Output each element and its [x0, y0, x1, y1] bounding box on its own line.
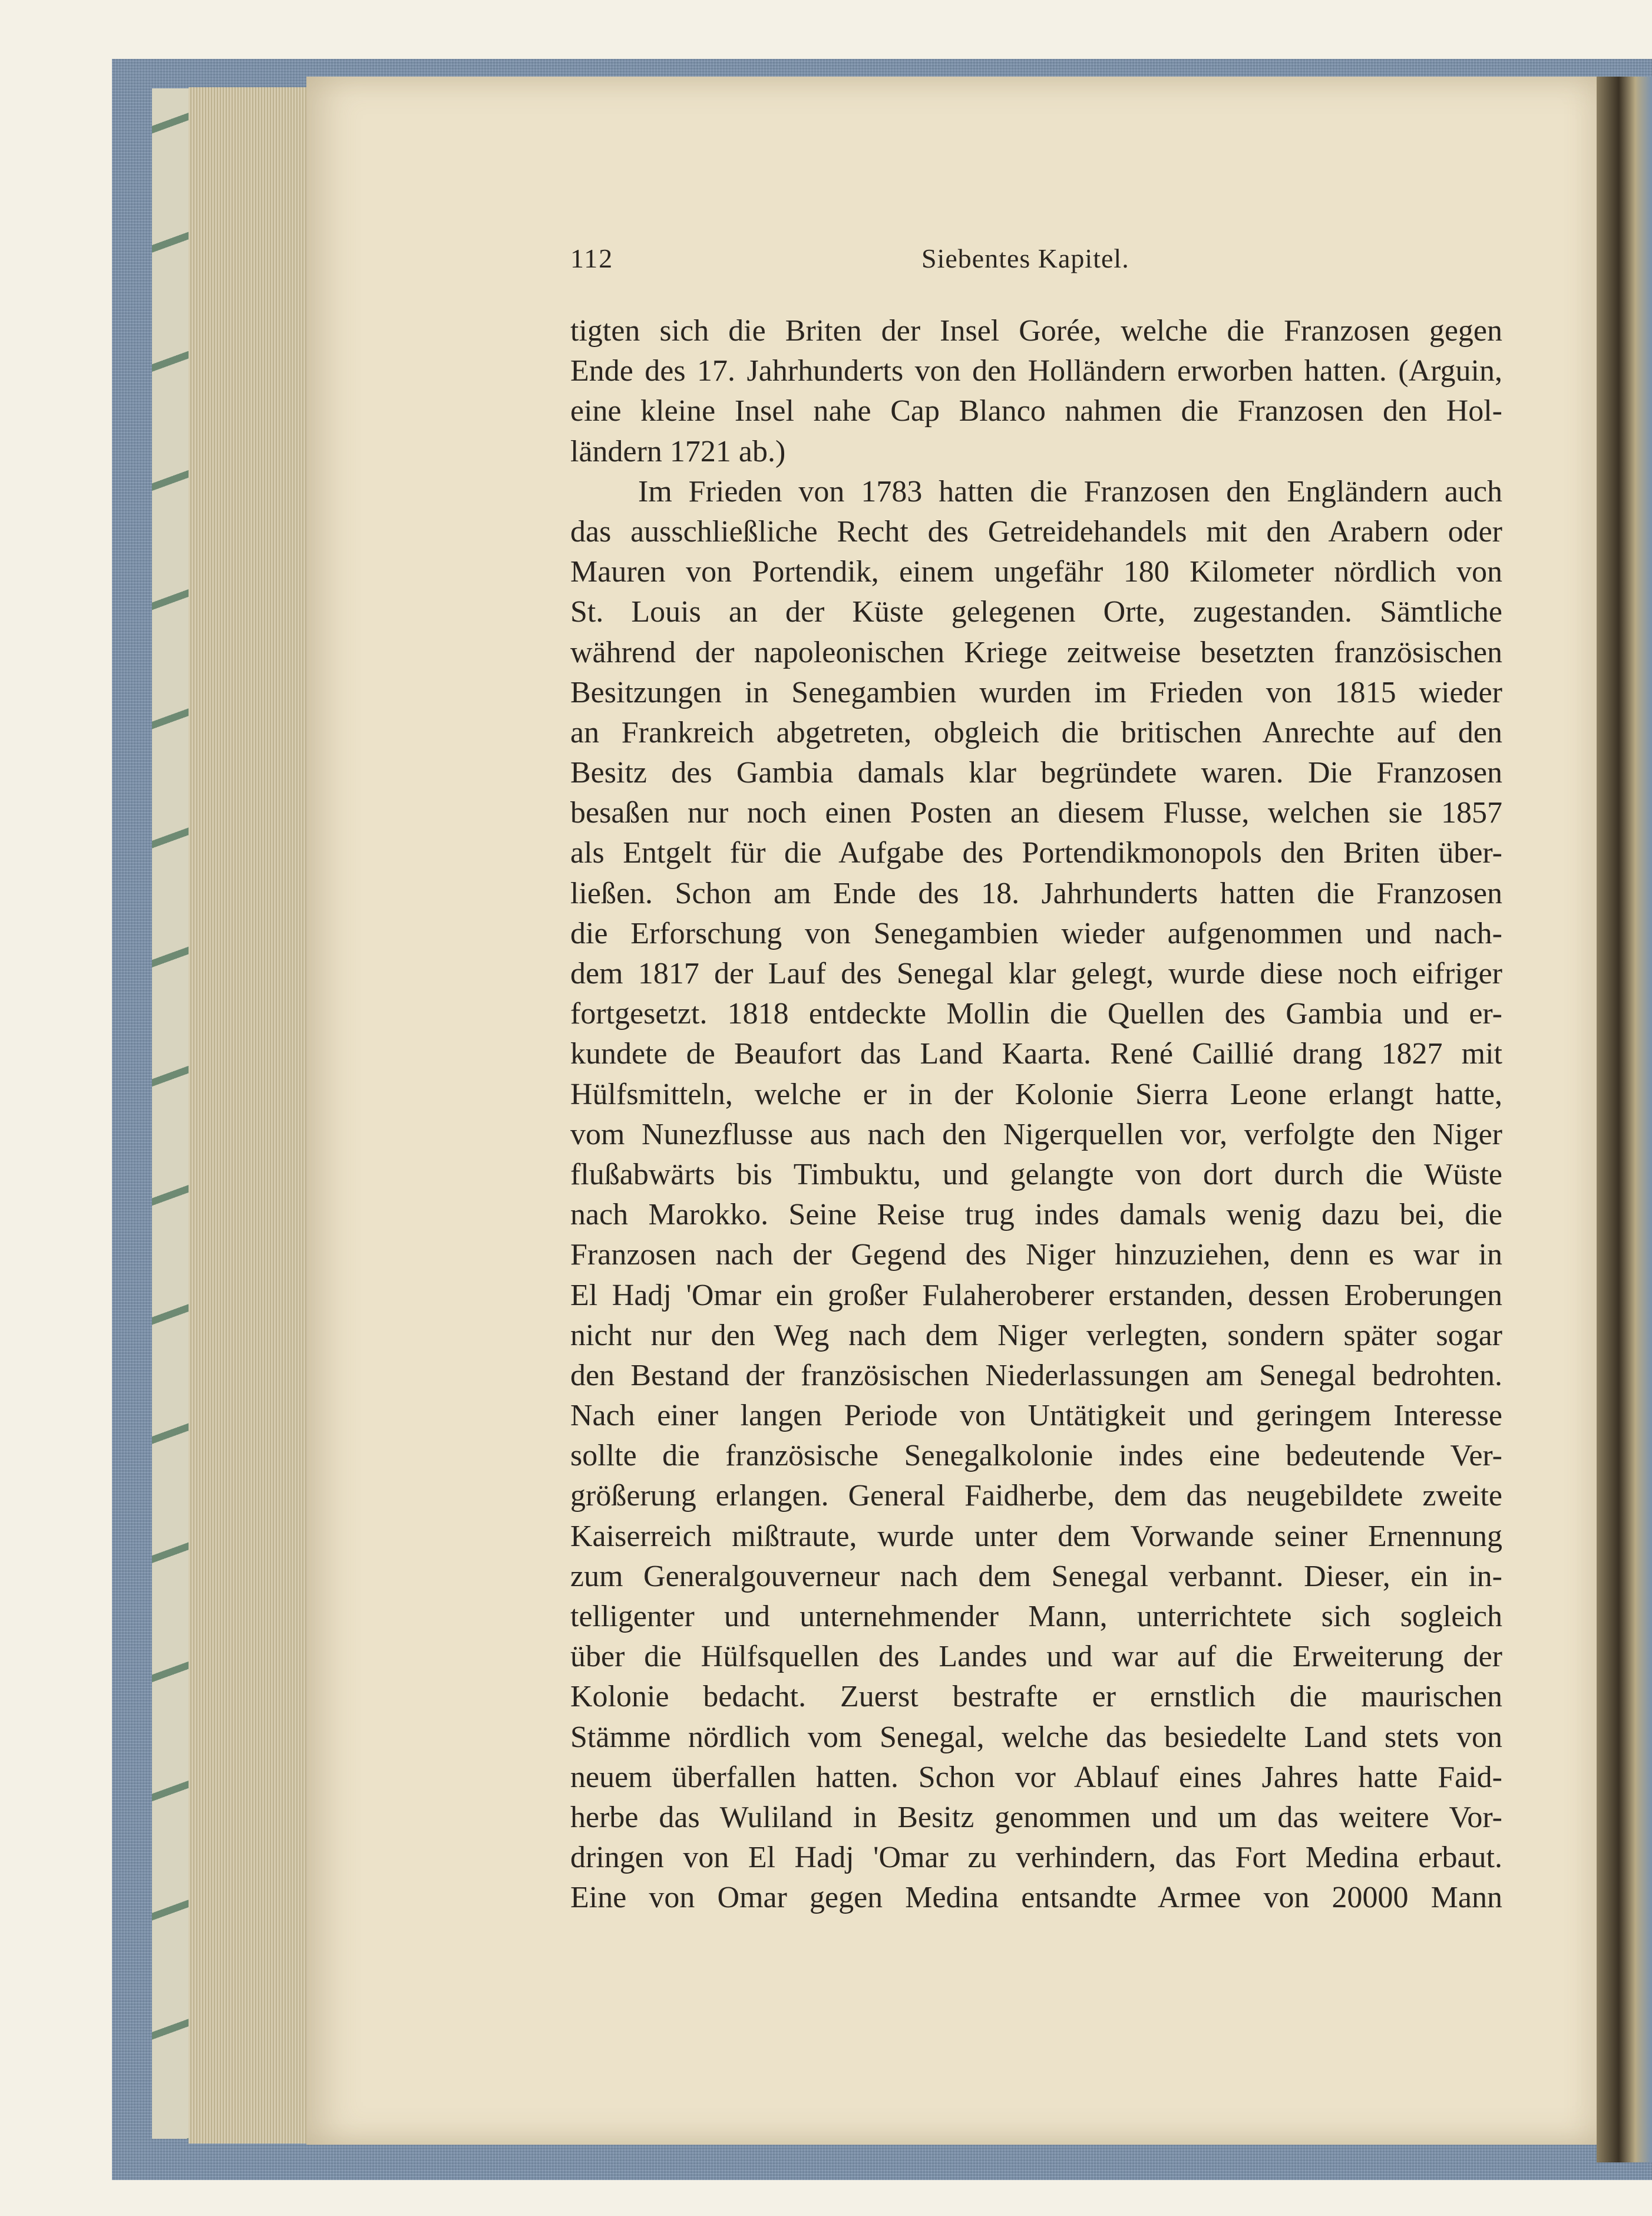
- text-line: tigten sich die Briten der Insel Gorée, welche die Franzosen gegen: [570, 314, 1502, 348]
- text-line: St. Louis an der Küste gelegenen Orte, zugestanden. Sämtliche: [570, 595, 1502, 629]
- text-line: Besitz des Gambia damals klar begründete waren. Die Franzosen: [570, 756, 1502, 790]
- text-line: Stämme nördlich vom Senegal, welche das besiedelte Land stets von: [570, 1720, 1502, 1754]
- text-line: vom Nunezflusse aus nach den Nigerquellen vor, verfolgte den Niger: [570, 1117, 1502, 1151]
- running-head: Siebentes Kapitel.: [921, 243, 1129, 273]
- text-line: die Erforschung von Senegambien wieder aufgenommen und nach-: [570, 916, 1502, 950]
- body-text: [570, 311, 1502, 1918]
- text-line: ließen. Schon am Ende des 18. Jahrhunderts hatten die Franzosen: [570, 876, 1502, 910]
- text-line: das ausschließliche Recht des Getreidehandels mit den Arabern oder: [570, 514, 1502, 549]
- page-header: [570, 243, 1499, 284]
- text-line: sollte die französische Senegalkolonie indes eine bedeutende Ver-: [570, 1439, 1502, 1473]
- text-line: neuem überfallen hatten. Schon vor Ablauf eines Jahres hatte Faid-: [570, 1760, 1502, 1794]
- page-edges: [189, 87, 306, 2144]
- text-line: nicht nur den Weg nach dem Niger verlegten, sondern später sogar: [570, 1318, 1502, 1352]
- text-line: flußabwärts bis Timbuktu, und gelangte von dort durch die Wüste: [570, 1157, 1502, 1191]
- text-line: fortgesetzt. 1818 entdeckte Mollin die Quellen des Gambia und er-: [570, 997, 1502, 1031]
- text-line: Eine von Omar gegen Medina entsandte Armee von 20000 Mann: [570, 1881, 1502, 1915]
- text-line: telligenter und unternehmender Mann, unterrichtete sich sogleich: [570, 1600, 1502, 1633]
- page-number: 112: [570, 243, 614, 273]
- text-line: ländern 1721 ab.): [570, 434, 786, 468]
- text-line: während der napoleonischen Kriege zeitweise besetzten französischen: [570, 635, 1502, 669]
- text-line: El Hadj 'Omar ein großer Fulaheroberer erstanden, dessen Eroberungen: [570, 1278, 1502, 1312]
- text-line: Im Frieden von 1783 hatten die Franzosen den Engländern auch: [638, 474, 1502, 508]
- text-line: kundete de Beaufort das Land Kaarta. René Caillié drang 1827 mit: [570, 1037, 1502, 1071]
- text-line: Hülfsmitteln, welche er in der Kolonie Sierra Leone erlangt hatte,: [570, 1077, 1502, 1111]
- text-line: größerung erlangen. General Faidherbe, dem das neugebildete zweite: [570, 1479, 1502, 1513]
- text-line: dringen von El Hadj 'Omar zu verhindern, das Fort Medina erbaut.: [570, 1841, 1502, 1875]
- facing-page-edge: [1597, 77, 1652, 2162]
- text-line: Kaiserreich mißtraute, wurde unter dem Vorwande seiner Ernennung: [570, 1519, 1502, 1553]
- text-line: über die Hülfsquellen des Landes und war auf die Erweiterung der: [570, 1640, 1502, 1674]
- text-line: dem 1817 der Lauf des Senegal klar gelegt, wurde diese noch eifriger: [570, 957, 1502, 990]
- text-line: Mauren von Portendik, einem ungefähr 180 Kilometer nördlich von: [570, 555, 1502, 589]
- text-line: Franzosen nach der Gegend des Niger hinzuziehen, denn es war in: [570, 1238, 1502, 1272]
- text-line: Nach einer langen Periode von Untätigkeit und geringem Interesse: [570, 1399, 1502, 1433]
- text-line: zum Generalgouverneur nach dem Senegal verbannt. Dieser, ein in-: [570, 1559, 1502, 1593]
- text-line: Kolonie bedacht. Zuerst bestrafte er ernstlich die maurischen: [570, 1680, 1502, 1714]
- text-line: an Frankreich abgetreten, obgleich die britischen Anrechte auf den: [570, 715, 1502, 749]
- text-line: Besitzungen in Senegambien wurden im Frieden von 1815 wieder: [570, 675, 1502, 709]
- text-line: als Entgelt für die Aufgabe des Portendikmonopols den Briten über-: [570, 836, 1502, 870]
- text-line: Ende des 17. Jahrhunderts von den Holländern erworben hatten. (Arguin,: [570, 354, 1502, 388]
- text-line: herbe das Wuliland in Besitz genommen und um das weitere Vor-: [570, 1800, 1502, 1834]
- marbled-endpaper: [152, 88, 189, 2139]
- text-line: eine kleine Insel nahe Cap Blanco nahmen die Franzosen den Hol-: [570, 394, 1502, 428]
- text-line: den Bestand der französischen Niederlassungen am Senegal bedrohten.: [570, 1358, 1502, 1392]
- text-line: besaßen nur noch einen Posten an diesem Flusse, welchen sie 1857: [570, 796, 1502, 830]
- text-line: nach Marokko. Seine Reise trug indes damals wenig dazu bei, die: [570, 1198, 1502, 1232]
